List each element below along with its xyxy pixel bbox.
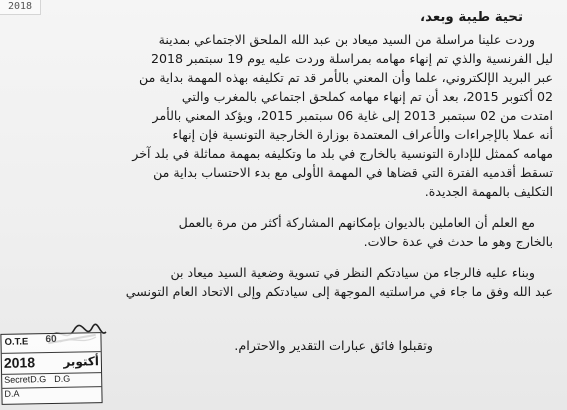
paragraph-1-line-4: 02 أكتوبر 2015، بعد أن تم إنهاء مهامه كملحق اجتماعي بالمغرب والتي bbox=[181, 89, 553, 104]
stamp-header-label: O.T.E bbox=[4, 336, 29, 348]
paragraph-3-line-2: عبد الله وفق ما جاء في مراسلتيه الموجهة إلى سيادتكم وإلى الاتحاد العام التونسي bbox=[125, 284, 553, 299]
paragraph-1-line-5: امتدت من 02 سبتمبر 2013 إلى غاية 06 سبتمبر 2015، ويؤكد المعني بالأمر bbox=[152, 108, 553, 123]
closing-line: وتقبلوا فائق عبارات التقدير والاحترام. bbox=[234, 339, 433, 354]
paragraph-2-line-2: بالخارج وهو ما حدث في عدة حالات. bbox=[363, 234, 553, 249]
paragraph-2 bbox=[13, 213, 553, 251]
paragraph-1-line-2: ليل الفرنسية والذي تم إنهاء مهامه بمراسلة وردت عليه يوم 19 سبتمبر 2018 bbox=[150, 51, 553, 66]
stamp-header-row bbox=[1, 333, 100, 353]
stamp-header-number: 60 bbox=[45, 333, 57, 346]
paragraph-3-line-1: وبناء عليه فالرجاء من سيادتكم النظر في تسوية وضعية السيد ميعاد بن bbox=[170, 265, 535, 280]
corner-date-label: 2018 bbox=[0, 0, 41, 15]
stamp-date-month: أكتوبر bbox=[63, 354, 100, 369]
paragraph-1-line-1: وردت علينا مراسلة من السيد ميعاد بن عبد الله الملحق الاجتماعي بمدينة bbox=[158, 32, 535, 47]
paragraph-1-line-9: التكليف بالمهمة الجديدة. bbox=[424, 184, 553, 199]
stamp-code-1: SecretD.G bbox=[4, 374, 47, 385]
greeting: تحية طيبة وبعد، bbox=[420, 10, 523, 25]
stamp-date-year: 2018 bbox=[3, 354, 36, 371]
stamp-code-2: D.G bbox=[54, 373, 71, 384]
paragraph-1 bbox=[13, 30, 553, 201]
paragraph-3 bbox=[13, 263, 553, 301]
paragraph-1-line-3: عبر البريد الإلكتروني، علما وأن المعني بالأمر قد تم تكليفه بهذه المهمة بداية من bbox=[139, 70, 553, 85]
letter-body bbox=[7, 8, 559, 301]
paragraph-1-line-8: تسقط أقدميه الفترة التي قضاها في المهمة الأولى مع بدء الاحتساب بداية من bbox=[153, 165, 553, 180]
paragraph-2-line-1: مع العلم أن العاملين بالديوان بإمكانهم المشاركة أكثر من مرة بالعمل bbox=[178, 215, 535, 230]
paragraph-1-line-7: مهامه كممثل للإدارة التونسية بالخارج في بلد ما وتكليفه بمهمة مماثلة في بلد آخر bbox=[132, 146, 553, 161]
paragraph-spacer-1 bbox=[13, 201, 553, 213]
stamp-code-3: D.A bbox=[4, 388, 20, 399]
reception-stamp bbox=[0, 332, 102, 405]
stamp-date-row bbox=[2, 351, 101, 375]
paragraph-spacer-2 bbox=[13, 251, 553, 263]
paragraph-1-line-6: أنه عملا بالإجراءات والأعراف المعتمدة بوزارة الخارجية التونسية فإن إنهاء bbox=[172, 127, 553, 142]
stamp-code-row-2 bbox=[2, 386, 101, 405]
